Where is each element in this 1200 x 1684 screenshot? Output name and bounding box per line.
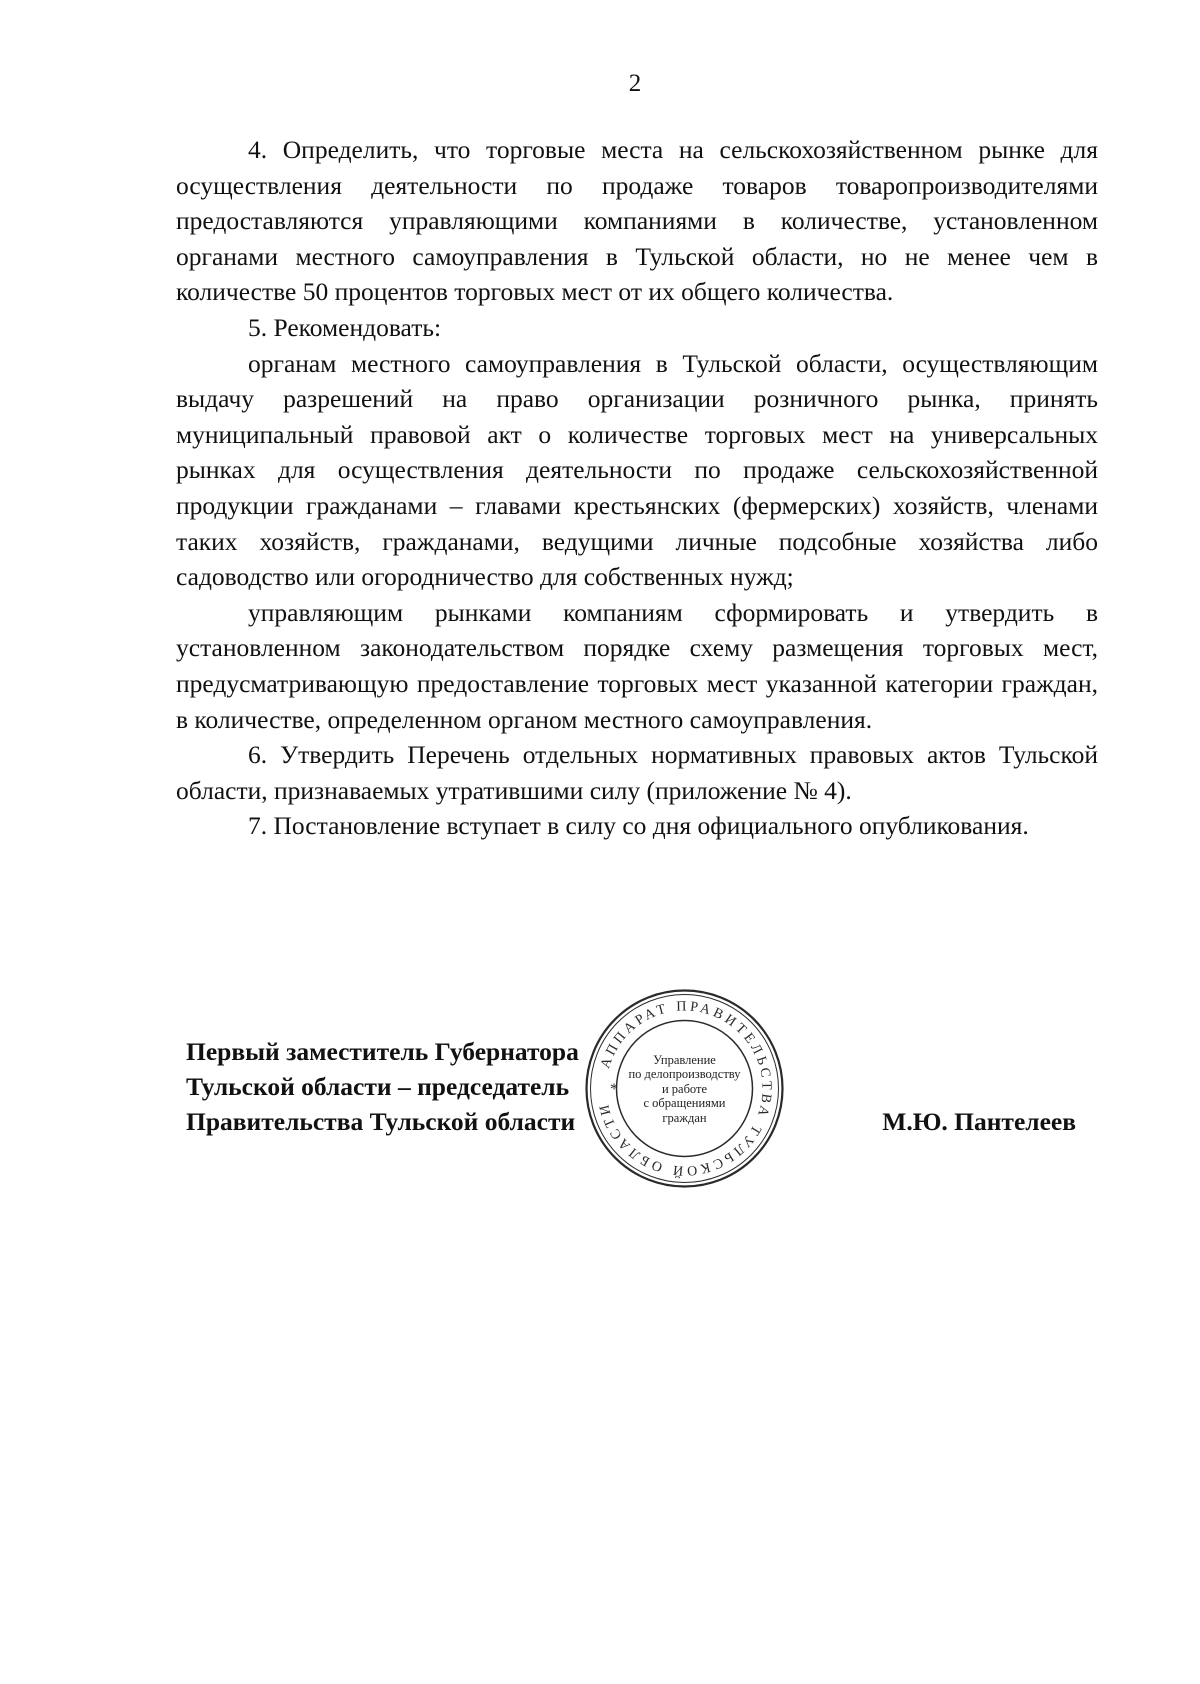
paragraph-5: 5. Рекомендовать:: [248, 312, 442, 342]
seal-center-line: по делопроизводству: [628, 1066, 741, 1081]
signatory-title-line: Первый заместитель Губернатора: [186, 1037, 579, 1066]
signatory-title: [186, 1034, 579, 1139]
seal-center-line: и работе: [661, 1081, 708, 1096]
seal-center-text: [620, 1052, 750, 1125]
seal-center-line: граждан: [662, 1110, 707, 1125]
official-seal: [582, 986, 787, 1191]
paragraph-7: 7. Постановление вступает в силу со дня официального опубликования.: [248, 811, 1029, 841]
seal-star: *: [610, 1081, 618, 1098]
page-number: 2: [628, 70, 642, 97]
signatory-title-line: Тульской области – председатель: [186, 1072, 570, 1101]
document-body: [176, 132, 1098, 844]
signature-block: [186, 999, 1086, 1178]
seal-center-line: Управление: [653, 1052, 716, 1067]
seal-center-line: с обращениями: [643, 1095, 726, 1110]
paragraph-4: 4. Определить, что торговые места на сельскохозяйственном рынке для осуществления деятельности по продаже товаров товаропроизводителями предоставляются управляющими компаниями в количестве, установленном органами местного самоуправления в Тульской области, но не менее чем в количестве 50 процентов торговых мест от их общего количества.: [176, 135, 1098, 307]
paragraph-5-item-2: управляющим рынками компаниям сформировать и утвердить в установленном законодательством порядке схему размещения торговых мест, предусматривающую предоставление торговых мест указанной категории граждан, в количестве, определенном органом местного самоуправления.: [176, 597, 1098, 734]
signatory-title-line: Правительства Тульской области: [186, 1107, 576, 1136]
signatory-name: М.Ю. Пантелеев: [882, 1107, 1076, 1136]
paragraph-6: 6. Утвердить Перечень отдельных нормативных правовых актов Тульской области, признаваемых утратившими силу (приложение № 4).: [176, 740, 1098, 805]
seal-ring-text: АППАРАТ ПРАВИТЕЛЬСТВА ТУЛЬСКОЙ ОБЛАСТИ: [596, 999, 774, 1178]
paragraph-5-item-1: органам местного самоуправления в Тульской области, осуществляющим выдачу разрешений на право организации розничного рынка, принять муниципальный правовой акт о количестве торговых мест на универсальных рынках для осуществления деятельности по продаже сельскохозяйственной продукции гражданами – главами крестьянских (фермерских) хозяйств, членами таких хозяйств, гражданами, ведущими личные подсобные хозяйства либо садоводство или огородничество для собственных нужд;: [176, 348, 1098, 592]
